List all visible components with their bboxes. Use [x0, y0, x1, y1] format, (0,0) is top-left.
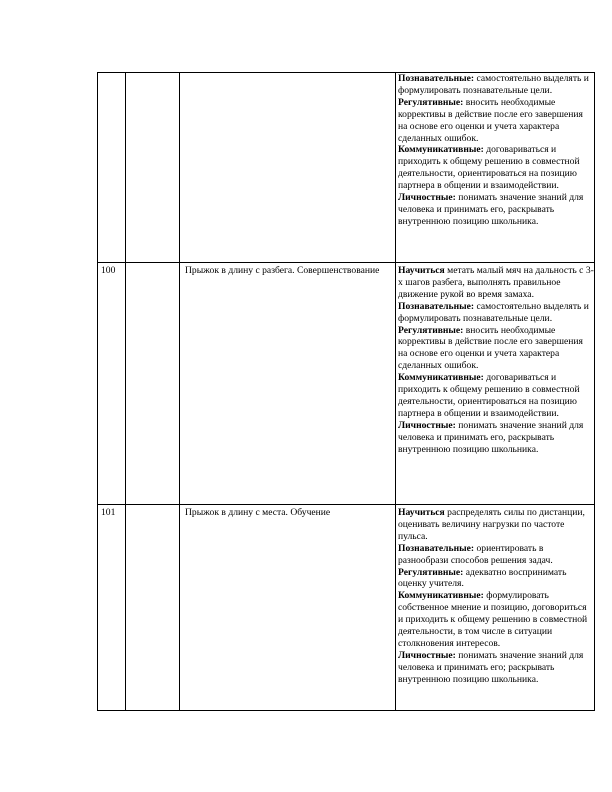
lesson-topic: Прыжок в длину с разбега. Совершенствование: [185, 265, 380, 276]
result-label: Регулятивные:: [398, 96, 464, 108]
column-divider: [125, 72, 126, 711]
result-text: вносить необходимые коррективы в действие после его завершения на основе его оценки и учета характера сделанных ошибок.: [398, 324, 583, 372]
result-label: Регулятивные:: [398, 566, 464, 578]
lesson-topic: Прыжок в длину с места. Обучение: [185, 507, 331, 518]
result-text: понимать значение знаний для человека и принимать его; раскрывать внутреннюю позицию школьника.: [398, 649, 584, 685]
result-label: Познавательные:: [398, 73, 475, 84]
result-item: [398, 325, 594, 373]
lesson-number: 100: [101, 265, 116, 276]
result-text: ориентировать в разнообрази способов решения задач.: [398, 542, 553, 566]
table-border-right: [594, 72, 595, 711]
lesson-number: 101: [101, 507, 116, 518]
row-divider: [97, 262, 595, 263]
result-text: договариваться и приходить к общему решению в совместной деятельности, ориентироваться на позицию партнера в общении и взаимодействии.: [398, 372, 580, 419]
result-text: понимать значение знаний для человека и принимать его, раскрывать внутреннюю позицию школьника.: [398, 419, 584, 455]
row-divider: [97, 504, 595, 505]
result-item: [398, 590, 594, 650]
result-item: [398, 567, 594, 591]
result-label: Личностные:: [398, 649, 456, 661]
result-label: Научиться: [398, 265, 445, 276]
result-text: самостоятельно выделять и формулировать познавательные цели.: [398, 300, 589, 324]
lesson-table: [97, 72, 595, 711]
column-divider: [395, 72, 396, 711]
result-text: договариваться и приходить к общему решению в совместной деятельности, ориентироваться на позицию партнера в общении и взаимодействии.: [398, 144, 580, 192]
result-item: [398, 650, 594, 686]
result-text: вносить необходимые коррективы в действие после его завершения на основе его оценки и учета характера сделанных ошибок.: [398, 96, 583, 144]
result-item: [398, 543, 594, 567]
result-item: [398, 97, 594, 145]
result-item: [398, 265, 594, 301]
result-text: самостоятельно выделять и формулировать познавательные цели.: [398, 73, 589, 96]
table-row: [398, 73, 594, 228]
result-label: Коммуникативные:: [398, 372, 484, 384]
result-label: Познавательные:: [398, 542, 475, 554]
result-text: формулировать собственное мнение и позицию, договориться и приходить к общему решению в совместной деятельности, в том числе в ситуации столкновения интересов.: [398, 590, 588, 649]
result-label: Коммуникативные:: [398, 144, 484, 156]
result-label: Познавательные:: [398, 300, 475, 312]
table-border-left: [97, 72, 98, 711]
result-label: Личностные:: [398, 419, 456, 431]
result-text: метать малый мяч на дальность с 3-х шагов разбега, выполнять правильное движение рукой во время замаха.: [398, 265, 594, 300]
result-label: Регулятивные:: [398, 324, 464, 336]
table-row: [398, 507, 594, 686]
table-row: [398, 265, 594, 456]
result-label: Коммуникативные:: [398, 590, 484, 602]
result-label: Личностные:: [398, 192, 456, 204]
column-divider: [179, 72, 180, 711]
result-item: [398, 372, 594, 420]
result-text: распределять силы по дистанции, оценивать величину нагрузки по частоте пульса.: [398, 507, 585, 542]
result-label: Научиться: [398, 507, 445, 518]
result-item: [398, 301, 594, 325]
result-item: [398, 144, 594, 192]
result-item: [398, 507, 594, 543]
result-text: понимать значение знаний для человека и принимать его, раскрывать внутреннюю позицию школьника.: [398, 192, 584, 227]
result-item: [398, 73, 594, 97]
table-border-bottom: [97, 710, 595, 711]
result-item: [398, 420, 594, 456]
result-item: [398, 192, 594, 228]
result-text: адекватно воспринимать оценку учителя.: [398, 566, 567, 590]
